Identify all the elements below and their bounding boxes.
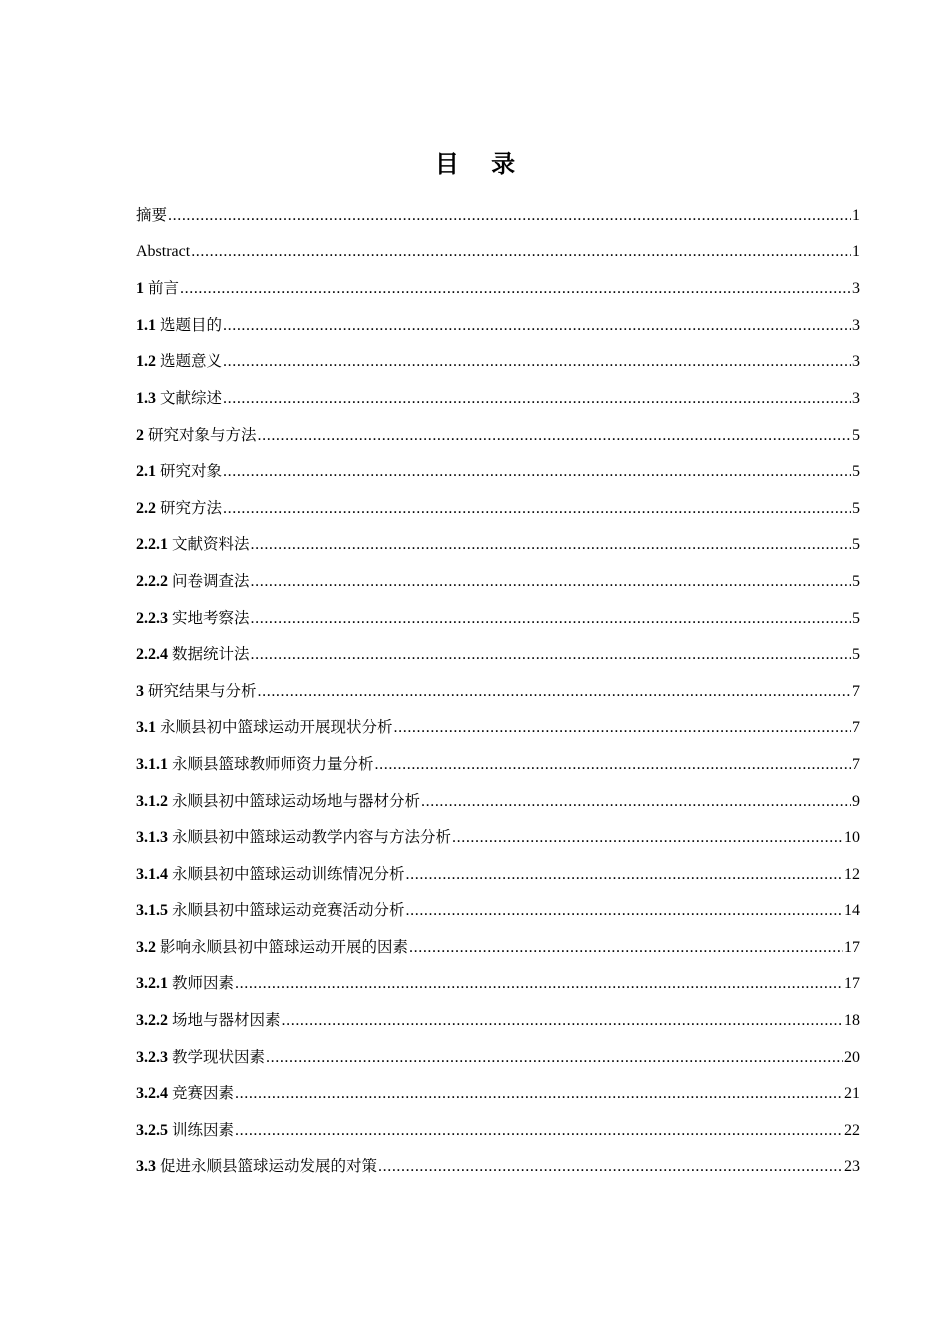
toc-dot-leader: [406, 857, 843, 893]
toc-dot-leader: [223, 381, 851, 417]
toc-entry-label: 永顺县初中篮球运动开展现状分析: [160, 718, 393, 737]
toc-entry[interactable]: [136, 965, 860, 1002]
toc-entry-label: 永顺县初中篮球运动竞赛活动分析: [172, 901, 405, 920]
toc-entry[interactable]: [136, 856, 860, 893]
toc-entry-number: 2.1: [136, 463, 156, 481]
toc-entry[interactable]: [136, 417, 860, 454]
toc-entry[interactable]: [136, 1002, 860, 1039]
toc-dot-leader: [251, 601, 851, 637]
toc-entry-page: 21: [844, 1085, 860, 1103]
toc-entry-number: 3.1: [136, 719, 156, 737]
toc-entry-label: 研究对象: [160, 462, 223, 481]
toc-entry-number: 3.2.2: [136, 1012, 168, 1030]
toc-entry-label: 文献综述: [160, 388, 223, 407]
toc-dot-leader: [251, 637, 851, 673]
toc-entry-number: 3.2: [136, 938, 156, 956]
toc-entry-page: 3: [852, 389, 860, 407]
toc-dot-leader: [282, 1003, 843, 1039]
toc-entry-page: 5: [852, 463, 860, 481]
toc-entry-page: 5: [852, 572, 860, 590]
toc-entry-label: 场地与器材因素: [172, 1011, 281, 1030]
toc-dot-leader: [258, 674, 851, 710]
toc-entry-number: 3.2.3: [136, 1048, 168, 1066]
toc-dot-leader: [223, 491, 851, 527]
toc-dot-leader: [394, 710, 851, 746]
toc-entry[interactable]: [136, 563, 860, 600]
toc-entry-page: 18: [844, 1012, 860, 1030]
toc-entry-page: 5: [852, 426, 860, 444]
toc-entry[interactable]: [136, 270, 860, 307]
toc-entry-page: 12: [844, 865, 860, 883]
toc-entry-label: 前言: [148, 279, 180, 298]
toc-entry[interactable]: [136, 892, 860, 929]
toc-entry[interactable]: [136, 929, 860, 966]
toc-entry-label: 数据统计法: [172, 645, 250, 664]
toc-entry-number: 3.1.1: [136, 755, 168, 773]
toc-entry-label: 选题意义: [160, 352, 223, 371]
toc-entry-page: 5: [852, 646, 860, 664]
toc-entry[interactable]: [136, 197, 860, 234]
toc-entry-page: 7: [852, 719, 860, 737]
toc-entry-page: 5: [852, 499, 860, 517]
toc-dot-leader: [409, 930, 843, 966]
toc-entry-number: 1.2: [136, 353, 156, 371]
toc-entry[interactable]: [136, 234, 860, 271]
toc-entry-page: 20: [844, 1048, 860, 1066]
toc-entry-label: 竞赛因素: [172, 1084, 235, 1103]
toc-entry[interactable]: [136, 380, 860, 417]
toc-entry[interactable]: [136, 526, 860, 563]
toc-entry-number: 3.3: [136, 1158, 156, 1176]
toc-entry[interactable]: [136, 600, 860, 637]
toc-entry-label: 问卷调查法: [172, 571, 250, 590]
toc-entry-label: 研究对象与方法: [148, 425, 257, 444]
toc-entry-page: 23: [844, 1158, 860, 1176]
toc-entry-label: 文献资料法: [172, 535, 250, 554]
toc-dot-leader: [375, 747, 851, 783]
toc-entry[interactable]: [136, 673, 860, 710]
toc-dot-leader: [421, 784, 851, 820]
toc-entry-label: 永顺县篮球教师师资力量分析: [172, 754, 374, 773]
toc-entry-page: 7: [852, 755, 860, 773]
toc-entry-page: 3: [852, 316, 860, 334]
toc-list: [136, 197, 860, 1185]
toc-entry-number: 3.1.4: [136, 865, 168, 883]
toc-entry-page: 7: [852, 682, 860, 700]
toc-entry-number: 1: [136, 280, 144, 298]
toc-entry-label: 教师因素: [172, 974, 235, 993]
toc-entry[interactable]: [136, 1039, 860, 1076]
toc-dot-leader: [266, 1040, 843, 1076]
toc-dot-leader: [191, 234, 851, 271]
toc-dot-leader: [235, 1113, 843, 1149]
toc-entry[interactable]: [136, 819, 860, 856]
toc-entry-number: 3.1.2: [136, 792, 168, 810]
toc-entry-number: 3.2.1: [136, 975, 168, 993]
toc-entry[interactable]: [136, 1075, 860, 1112]
toc-entry[interactable]: [136, 783, 860, 820]
toc-entry-page: 3: [852, 353, 860, 371]
toc-entry-number: 2.2.3: [136, 609, 168, 627]
toc-entry-label: 影响永顺县初中篮球运动开展的因素: [160, 937, 409, 956]
toc-dot-leader: [223, 344, 851, 380]
toc-dot-leader: [235, 1076, 843, 1112]
toc-entry[interactable]: [136, 746, 860, 783]
toc-entry-label: 永顺县初中篮球运动训练情况分析: [172, 864, 405, 883]
toc-dot-leader: [406, 893, 843, 929]
toc-entry-page: 1: [852, 242, 860, 260]
toc-entry[interactable]: [136, 1148, 860, 1185]
toc-entry-page: 10: [844, 829, 860, 847]
toc-entry-label: 教学现状因素: [172, 1047, 266, 1066]
toc-entry-number: 2.2.2: [136, 572, 168, 590]
toc-entry-label: 实地考察法: [172, 608, 250, 627]
toc-dot-leader: [223, 454, 851, 490]
toc-entry-number: 2.2.1: [136, 536, 168, 554]
toc-entry-number: 3: [136, 682, 144, 700]
toc-entry-number: 2.2.4: [136, 646, 168, 664]
toc-entry-label: 研究结果与分析: [148, 681, 257, 700]
toc-entry-page: 5: [852, 536, 860, 554]
toc-entry-label: 研究方法: [160, 498, 223, 517]
toc-entry-page: 3: [852, 280, 860, 298]
toc-entry[interactable]: [136, 307, 860, 344]
toc-entry-page: 5: [852, 609, 860, 627]
toc-dot-leader: [378, 1149, 843, 1185]
toc-entry-label: 永顺县初中篮球运动教学内容与方法分析: [172, 828, 452, 847]
toc-entry-number: 3.2.4: [136, 1085, 168, 1103]
toc-entry-number: 2: [136, 426, 144, 444]
toc-entry[interactable]: [136, 453, 860, 490]
toc-entry-page: 1: [852, 207, 860, 224]
toc-dot-leader: [180, 271, 851, 307]
toc-entry[interactable]: [136, 343, 860, 380]
toc-entry-label: Abstract: [136, 242, 191, 260]
toc-entry-page: 17: [844, 975, 860, 993]
toc-entry-number: 3.1.5: [136, 902, 168, 920]
toc-entry-label: 训练因素: [172, 1120, 235, 1139]
toc-dot-leader: [251, 564, 851, 600]
toc-entry[interactable]: [136, 636, 860, 673]
toc-dot-leader: [168, 198, 851, 234]
toc-entry-label: 摘要: [136, 206, 168, 224]
toc-entry-number: 2.2: [136, 499, 156, 517]
toc-dot-leader: [258, 418, 851, 454]
toc-entry-label: 选题目的: [160, 315, 223, 334]
toc-entry[interactable]: [136, 490, 860, 527]
toc-dot-leader: [251, 527, 851, 563]
toc-entry-page: 9: [852, 792, 860, 810]
toc-entry-page: 14: [844, 902, 860, 920]
toc-dot-leader: [223, 308, 851, 344]
toc-entry-page: 22: [844, 1121, 860, 1139]
toc-entry-number: 3.1.3: [136, 829, 168, 847]
toc-entry-number: 1.1: [136, 316, 156, 334]
toc-entry-label: 促进永顺县篮球运动发展的对策: [160, 1157, 378, 1176]
toc-entry-number: 1.3: [136, 389, 156, 407]
toc-entry-label: 永顺县初中篮球运动场地与器材分析: [172, 791, 421, 810]
toc-dot-leader: [235, 966, 843, 1002]
toc-entry-page: 17: [844, 938, 860, 956]
toc-entry[interactable]: [136, 709, 860, 746]
toc-title: 目 录: [434, 150, 528, 178]
toc-dot-leader: [452, 820, 843, 856]
toc-entry[interactable]: [136, 1112, 860, 1149]
toc-entry-number: 3.2.5: [136, 1121, 168, 1139]
